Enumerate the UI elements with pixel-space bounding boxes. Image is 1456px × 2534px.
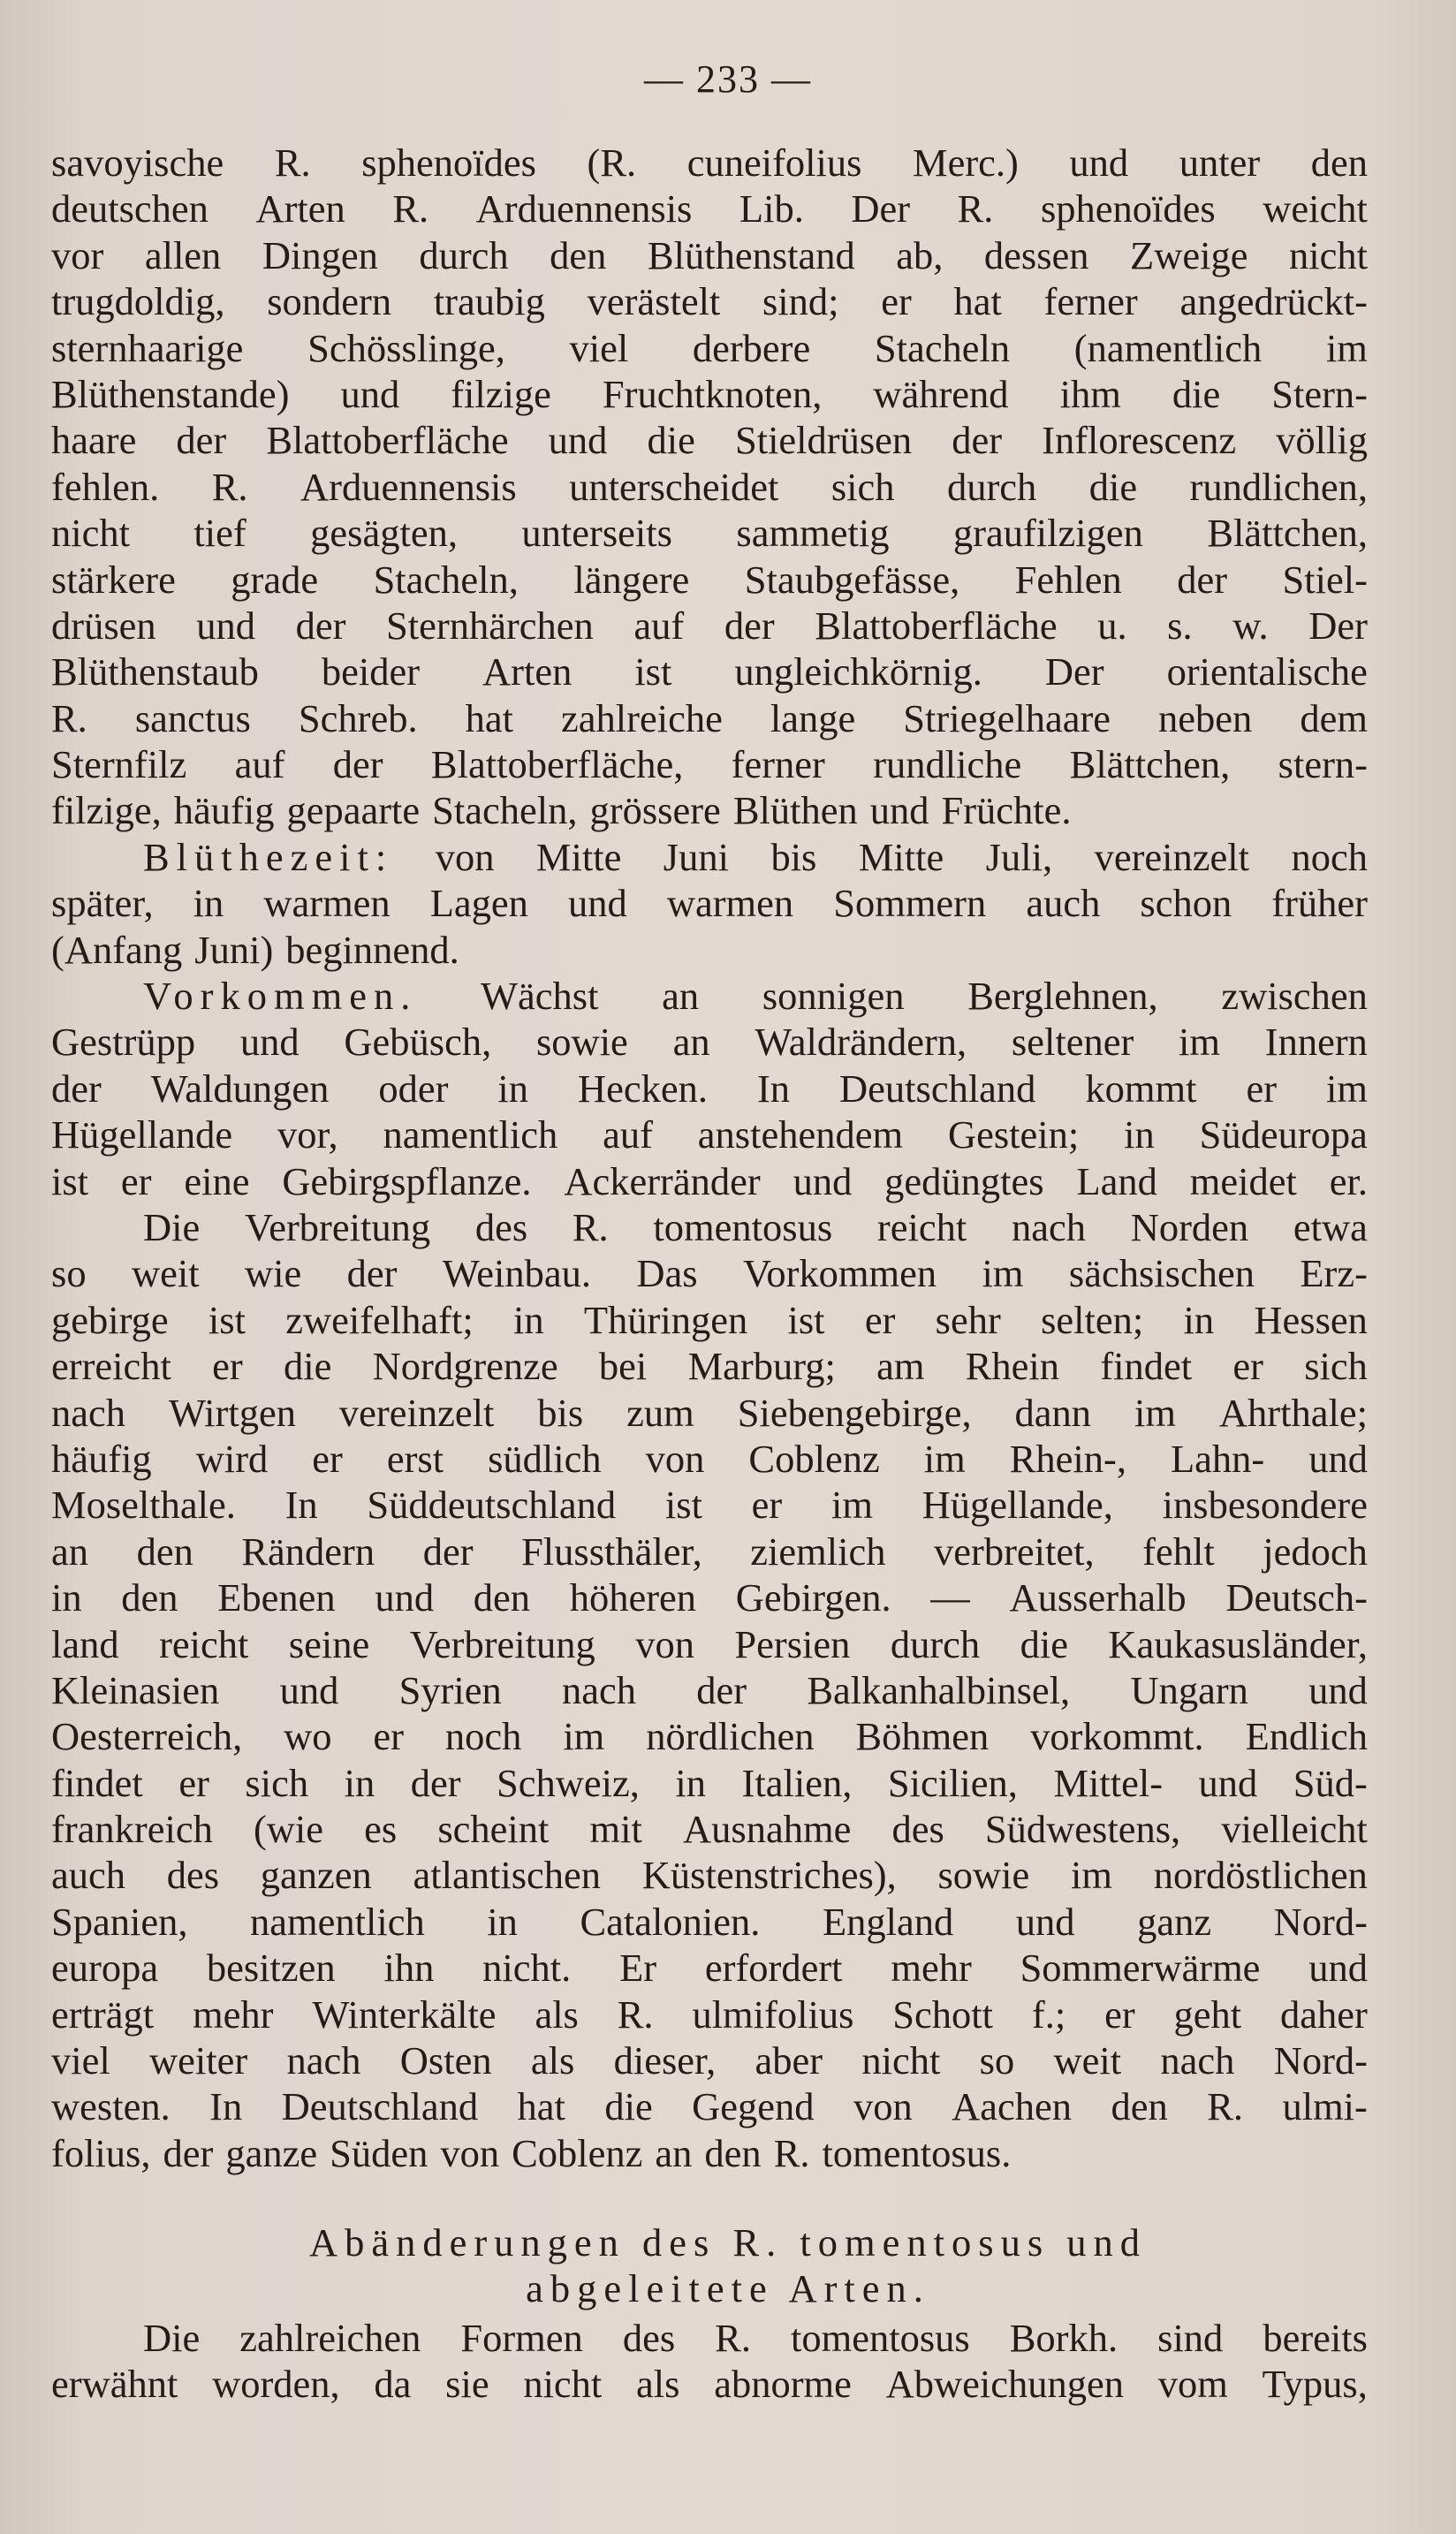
text-line: häufig wird er erst südlich von Coblenz im Rhein-, Lahn- und	[51, 1436, 1368, 1481]
text-line: Blüthenstande) und filzige Fruchtknoten, während ihm die Stern-	[51, 371, 1368, 416]
section-heading-line-1: Abänderungen des R. tomentosus und	[308, 2220, 1148, 2265]
text-line: Blüthenstaub beider Arten ist ungleichkörnig. Der orientalische	[51, 649, 1368, 694]
text-line: an den Rändern der Flussthäler, ziemlich verbreitet, fehlt jedoch	[51, 1529, 1368, 1574]
text-line: ist er eine Gebirgspflanze. Ackerränder und gedüngtes Land meidet er.	[51, 1158, 1368, 1203]
text-line: erwähnt worden, da sie nicht als abnorme Abweichungen vom Typus,	[51, 2362, 1368, 2407]
text-line: westen. In Deutschland hat die Gegend von Aachen den R. ulmi-	[51, 2084, 1368, 2129]
text-line: findet er sich in der Schweiz, in Italien, Sicilien, Mittel- und Süd-	[51, 1760, 1368, 1805]
text-line: Spanien, namentlich in Catalonien. England und ganz Nord-	[51, 1899, 1368, 1944]
text-line: savoyische R. sphenoïdes (R. cuneifolius Merc.) und unter den	[51, 140, 1368, 185]
text-line: stärkere grade Stacheln, längere Staubgefässe, Fehlen der Stiel-	[51, 557, 1368, 602]
text-line: später, in warmen Lagen und warmen Sommern auch schon früher	[51, 881, 1368, 926]
text-line: haare der Blattoberfläche und die Stieldrüsen der Inflorescenz völlig	[51, 418, 1368, 463]
text-line: gebirge ist zweifelhaft; in Thüringen ist er sehr selten; in Hessen	[51, 1297, 1368, 1342]
text-line: Die Verbreitung des R. tomentosus reicht nach Norden etwa	[143, 1204, 1368, 1249]
text-line: Blüthezeit: von Mitte Juni bis Mitte Juli, vereinzelt noch	[143, 834, 1368, 879]
text-line: Oesterreich, wo er noch im nördlichen Böhmen vorkommt. Endlich	[51, 1714, 1368, 1759]
text-line: (Anfang Juni) beginnend.	[51, 927, 459, 972]
text-line: Kleinasien und Syrien nach der Balkanhalbinsel, Ungarn und	[51, 1667, 1368, 1712]
text-line: vor allen Dingen durch den Blüthenstand ab, dessen Zweige nicht	[51, 232, 1368, 277]
text-line: sternhaarige Schösslinge, viel derbere Stacheln (namentlich im	[51, 325, 1368, 370]
body-text-block-continued	[51, 2315, 1368, 2408]
text-line: nicht tief gesägten, unterseits sammetig graufilzigen Blättchen,	[51, 511, 1368, 556]
text-line: erreicht er die Nordgrenze bei Marburg; am Rhein findet er sich	[51, 1344, 1368, 1389]
text-line: Sternfilz auf der Blattoberfläche, ferner rundliche Blättchen, stern-	[51, 742, 1368, 787]
text-line: viel weiter nach Osten als dieser, aber nicht so weit nach Nord-	[51, 2038, 1368, 2083]
page-number: — 233 —	[644, 57, 812, 101]
text-line: drüsen und der Sternhärchen auf der Blattoberfläche u. s. w. Der	[51, 603, 1368, 648]
text-line: in den Ebenen und den höheren Gebirgen. — Ausserhalb Deutsch-	[51, 1575, 1368, 1620]
text-line: Gestrüpp und Gebüsch, sowie an Waldrändern, seltener im Innern	[51, 1020, 1368, 1065]
text-line: deutschen Arten R. Arduennensis Lib. Der R. sphenoïdes weicht	[51, 186, 1368, 231]
text-line: Hügellande vor, namentlich auf anstehendem Gestein; in Südeuropa	[51, 1112, 1368, 1157]
text-line: frankreich (wie es scheint mit Ausnahme des Südwestens, vielleicht	[51, 1807, 1368, 1852]
text-line: so weit wie der Weinbau. Das Vorkommen im sächsischen Erz-	[51, 1251, 1368, 1296]
text-line: Moselthale. In Süddeutschland ist er im Hügellande, insbesondere	[51, 1483, 1368, 1528]
text-line: europa besitzen ihn nicht. Er erfordert mehr Sommerwärme und	[51, 1946, 1368, 1991]
text-line: R. sanctus Schreb. hat zahlreiche lange Striegelhaare neben dem	[51, 695, 1368, 740]
text-line: fehlen. R. Arduennensis unterscheidet sich durch die rundlichen,	[51, 464, 1368, 509]
text-line: der Waldungen oder in Hecken. In Deutschland kommt er im	[51, 1066, 1368, 1111]
text-line: Vorkommen. Wächst an sonnigen Berglehnen, zwischen	[143, 974, 1368, 1019]
text-line: trugdoldig, sondern traubig verästelt sind; er hat ferner angedrückt-	[51, 279, 1368, 324]
text-line: folius, der ganze Süden von Coblenz an den R. tomentosus.	[51, 2130, 1012, 2175]
text-line: nach Wirtgen vereinzelt bis zum Siebengebirge, dann im Ahrthale;	[51, 1390, 1368, 1435]
text-line: Die zahlreichen Formen des R. tomentosus Borkh. sind bereits	[143, 2316, 1368, 2360]
section-heading-line-2: abgeleitete Arten.	[526, 2266, 930, 2310]
text-line: erträgt mehr Winterkälte als R. ulmifolius Schott f.; er geht daher	[51, 1992, 1368, 2037]
text-line: land reicht seine Verbreitung von Persien durch die Kaukasusländer,	[51, 1621, 1368, 1666]
body-text-block	[51, 140, 1368, 2176]
text-line: filzige, häufig gepaarte Stacheln, grössere Blüthen und Früchte.	[51, 788, 1072, 833]
text-line: auch des ganzen atlantischen Küstenstriches), sowie im nordöstlichen	[51, 1853, 1368, 1898]
